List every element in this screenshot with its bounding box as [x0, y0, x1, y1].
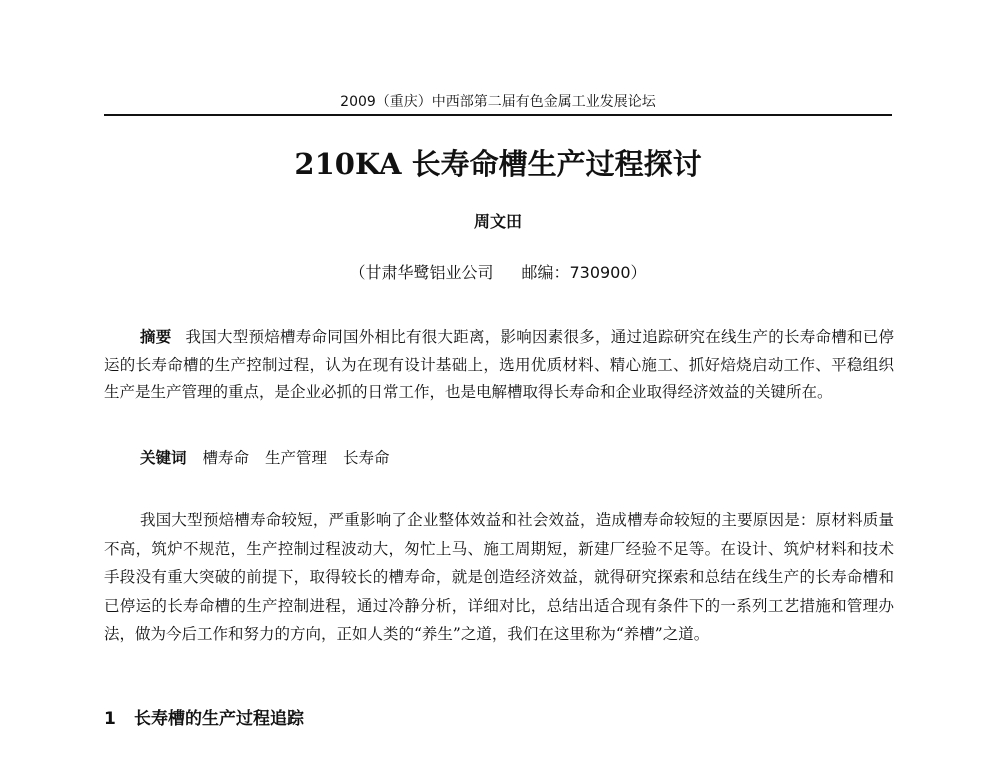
keywords-label: 关键词 [140, 449, 187, 467]
section-number: 1 [104, 709, 116, 729]
abstract-label: 摘要 [140, 328, 172, 346]
affiliation-text: （甘肃华鹭铝业公司 [349, 263, 494, 282]
keyword-item: 长寿命 [343, 449, 390, 467]
body-paragraph: 我国大型预焙槽寿命较短，严重影响了企业整体效益和社会效益，造成槽寿命较短的主要原因是：原材料质量不高，筑炉不规范，生产控制过程波动大，匆忙上马、施工周期短，新建厂经验不足等。在设计、筑炉材料和技术手段没有重大突破的前提下，取得较长的槽寿命，就是创造经济效益，就得研究探索和总结在线生产的长寿命槽和已停运的长寿命槽的生产控制进程，通过冷静分析，详细对比，总结出适合现有条件下的一系列工艺措施和管理办法，做为今后工作和努力的方向，正如人类的“养生”之道，我们在这里称为“养槽”之道。 [104, 511, 894, 643]
running-header: 2009（重庆）中西部第二届有色金属工业发展论坛 [340, 94, 656, 110]
section-heading [104, 708, 304, 730]
section-title: 长寿槽的生产过程追踪 [134, 709, 304, 729]
header-rule [104, 114, 892, 116]
postcode-text: 邮编：730900） [521, 263, 647, 282]
abstract [104, 324, 894, 407]
article-title: 210KA 长寿命槽生产过程探讨 [294, 147, 702, 181]
keyword-item: 槽寿命 [202, 449, 250, 467]
keyword-item: 生产管理 [265, 449, 328, 467]
author-affiliation [104, 263, 892, 283]
abstract-text: 我国大型预焙槽寿命同国外相比有很大距离，影响因素很多，通过追踪研究在线生产的长寿命槽和已停运的长寿命槽的生产控制过程，认为在现有设计基础上，选用优质材料、精心施工、抓好焙烧启动工作、平稳组织生产是生产管理的重点，是企业必抓的日常工作，也是电解槽取得长寿命和企业取得经济效益的关键所在。 [104, 328, 894, 401]
author-name: 周文田 [473, 212, 522, 231]
keywords [140, 446, 406, 470]
